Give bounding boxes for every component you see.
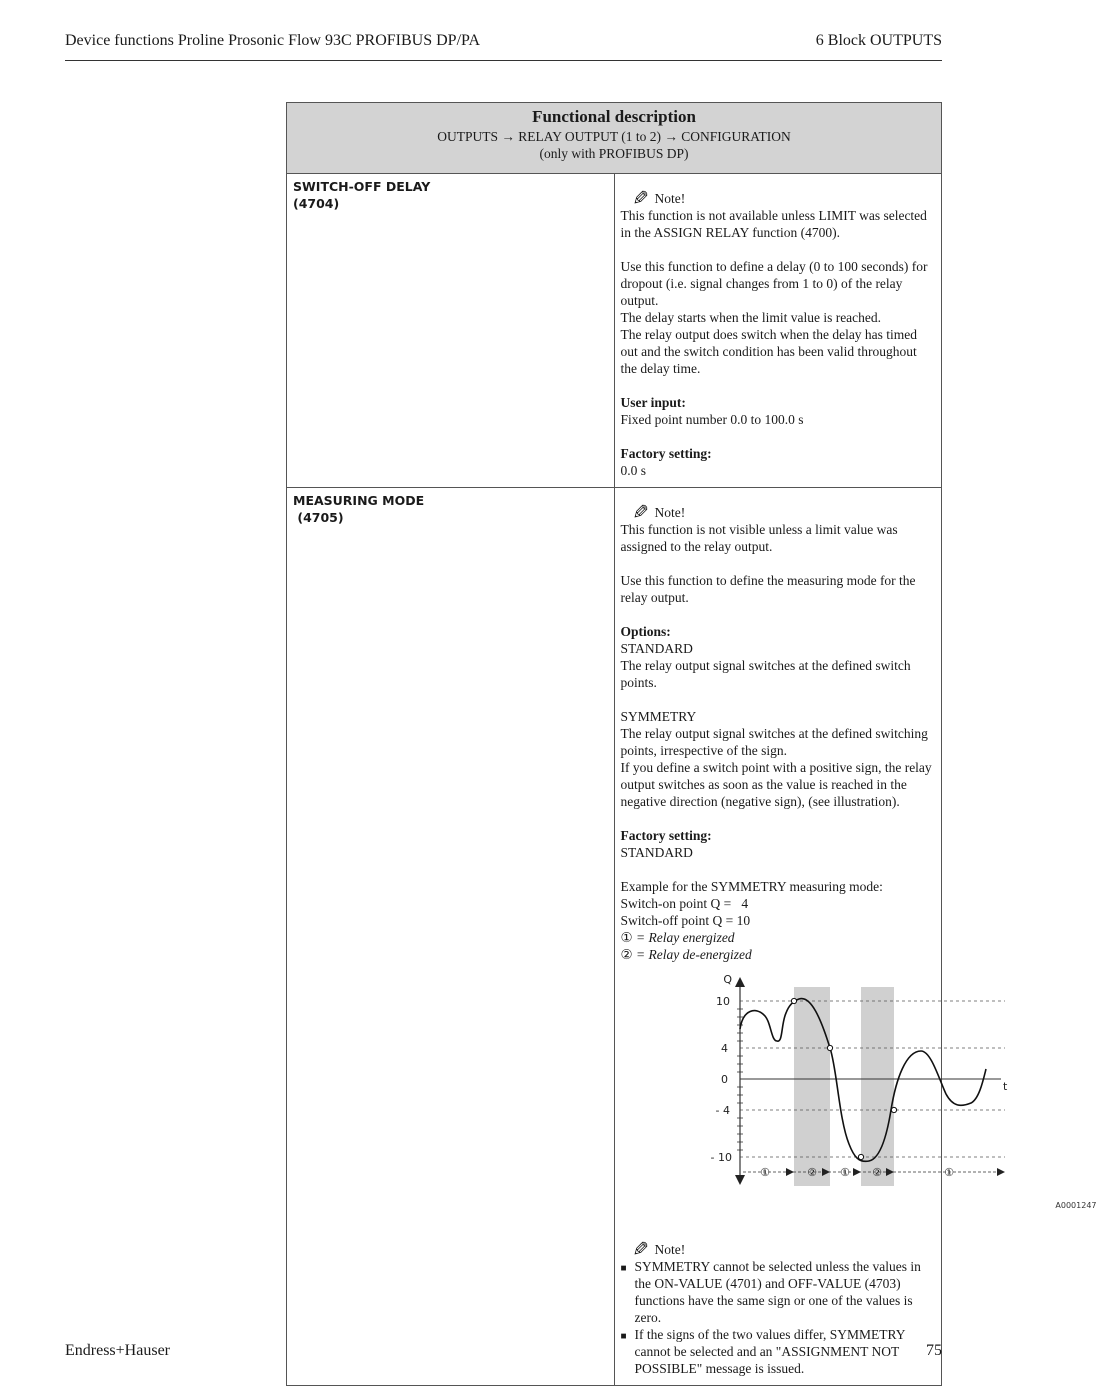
legend-de-energized xyxy=(621,946,936,963)
description-line: The relay output does switch when the delay has timed out and the switch condition has been valid throughout the delay time. xyxy=(620,327,918,376)
symmetry-mode-figure xyxy=(621,969,1101,1239)
segment-mark: ① xyxy=(759,1166,770,1179)
description-block xyxy=(621,258,936,377)
note-label: Note! xyxy=(654,505,686,520)
pencil-note-icon: ✎ xyxy=(631,1238,649,1261)
factory-setting-block xyxy=(621,445,936,479)
note-block xyxy=(620,1238,936,1377)
bullet-square-icon: ■ xyxy=(620,1331,627,1342)
factory-setting-block xyxy=(621,827,936,861)
x-axis-label: t xyxy=(1002,1080,1007,1093)
note-block xyxy=(620,187,936,241)
factory-setting-label: Factory setting: xyxy=(620,446,712,461)
note-text: This function is not available unless LIMIT was selected in the ASSIGN RELAY function (4700). xyxy=(620,208,927,240)
note-label: Note! xyxy=(654,191,686,206)
y-tick-label: - 10 xyxy=(710,1151,732,1164)
user-input-value: Fixed point number 0.0 to 100.0 s xyxy=(620,412,804,427)
y-axis-label: Q xyxy=(722,973,732,986)
note-label: Note! xyxy=(654,1242,686,1257)
segment-mark: ② xyxy=(806,1166,817,1179)
y-tick-label: 0 xyxy=(720,1073,728,1086)
page-number: 75 xyxy=(926,1342,942,1359)
factory-setting-value: 0.0 s xyxy=(620,463,647,478)
legend-text: = Relay energized xyxy=(632,930,735,945)
row-desc-measuring-mode xyxy=(614,488,1097,1386)
switch-point xyxy=(791,998,796,1003)
note-text: This function is not visible unless a limit value was assigned to the relay output. xyxy=(620,522,898,554)
option-description: The relay output signal switches at the defined switching points, irrespective of the sign. xyxy=(620,726,928,758)
segment-mark: ① xyxy=(943,1166,954,1179)
switch-on-point: Switch-on point Q = 4 xyxy=(620,896,749,911)
description-line: Use this function to define the measuring mode for the relay output. xyxy=(620,573,916,605)
page-header xyxy=(65,30,942,61)
user-input-block xyxy=(621,394,936,428)
y-tick-label: - 4 xyxy=(715,1104,730,1117)
user-input-label: User input: xyxy=(620,395,686,410)
switch-point xyxy=(858,1154,863,1159)
table-qualifier: (only with PROFIBUS DP) xyxy=(539,146,689,161)
de-energized-zone xyxy=(794,987,830,1186)
function-name: SWITCH-OFF DELAY xyxy=(293,179,431,194)
example-block xyxy=(621,878,936,963)
row-desc-switch-off-delay xyxy=(614,174,942,488)
bullet-text: SYMMETRY cannot be selected unless the values in the ON-VALUE (4701) and OFF-VALUE (4703) functions have the same sign or one of the values is zero. xyxy=(634,1259,921,1325)
option-description: The relay output signal switches at the defined switch points. xyxy=(620,658,911,690)
bullet-text: If the signs of the two values differ, SYMMETRY cannot be selected and an "ASSIGNMENT NOT POSSIBLE" message is issued. xyxy=(634,1327,906,1376)
y-axis-arrow-down xyxy=(735,1175,745,1185)
switch-point xyxy=(891,1107,896,1112)
figure-reference: A0001247 xyxy=(1055,1201,1097,1210)
factory-setting-label: Factory setting: xyxy=(620,828,712,843)
y-axis-arrow-up xyxy=(735,977,745,987)
option-name: STANDARD xyxy=(620,641,693,656)
factory-setting-value: STANDARD xyxy=(620,845,693,860)
y-tick-label: 10 xyxy=(715,995,730,1008)
y-tick-label: 4 xyxy=(720,1042,728,1055)
table-title: Functional description xyxy=(532,107,696,126)
pencil-note-icon: ✎ xyxy=(631,501,649,524)
example-title: Example for the SYMMETRY measuring mode: xyxy=(620,879,883,894)
function-code: (4704) xyxy=(293,196,340,211)
pencil-note-icon: ✎ xyxy=(631,187,649,210)
legend-mark: ① xyxy=(620,930,633,945)
bullet-item xyxy=(621,1326,936,1377)
table-path: OUTPUTS → RELAY OUTPUT (1 to 2) → CONFIGURATION xyxy=(437,129,791,144)
options-label: Options: xyxy=(620,624,671,639)
row-name-switch-off-delay xyxy=(287,174,615,488)
header-section: 6 Block OUTPUTS xyxy=(815,32,942,49)
option-description: If you define a switch point with a positive sign, the relay output switches as soon as the value is reached in the negative direction (negative sign), (see illustration). xyxy=(620,760,932,809)
options-block xyxy=(621,623,936,691)
function-code: (4705) xyxy=(293,510,344,525)
row-name-measuring-mode xyxy=(287,488,615,1386)
note-block xyxy=(620,501,936,555)
header-title: Device functions Proline Prosonic Flow 93C PROFIBUS DP/PA xyxy=(65,32,480,49)
functional-description-table xyxy=(286,102,1097,1386)
segment-mark: ② xyxy=(871,1166,882,1179)
function-name: MEASURING MODE xyxy=(293,493,425,508)
option-name: SYMMETRY xyxy=(620,709,697,724)
de-energized-zone xyxy=(861,987,894,1186)
options-block xyxy=(621,708,936,810)
legend-text: = Relay de-energized xyxy=(632,947,752,962)
switch-point xyxy=(827,1045,832,1050)
bullet-item xyxy=(621,1258,936,1326)
footer-brand: Endress+Hauser xyxy=(65,1342,170,1359)
segment-mark: ① xyxy=(839,1166,850,1179)
description-line: The delay starts when the limit value is reached. xyxy=(620,310,882,325)
table-header xyxy=(287,103,942,174)
switch-off-point: Switch-off point Q = 10 xyxy=(620,913,751,928)
description-line: Use this function to define a delay (0 to 100 seconds) for dropout (i.e. signal changes from 1 to 0) of the relay output. xyxy=(620,259,928,308)
legend-mark: ② xyxy=(620,947,633,962)
legend-energized xyxy=(621,929,936,946)
bullet-square-icon: ■ xyxy=(620,1263,627,1274)
